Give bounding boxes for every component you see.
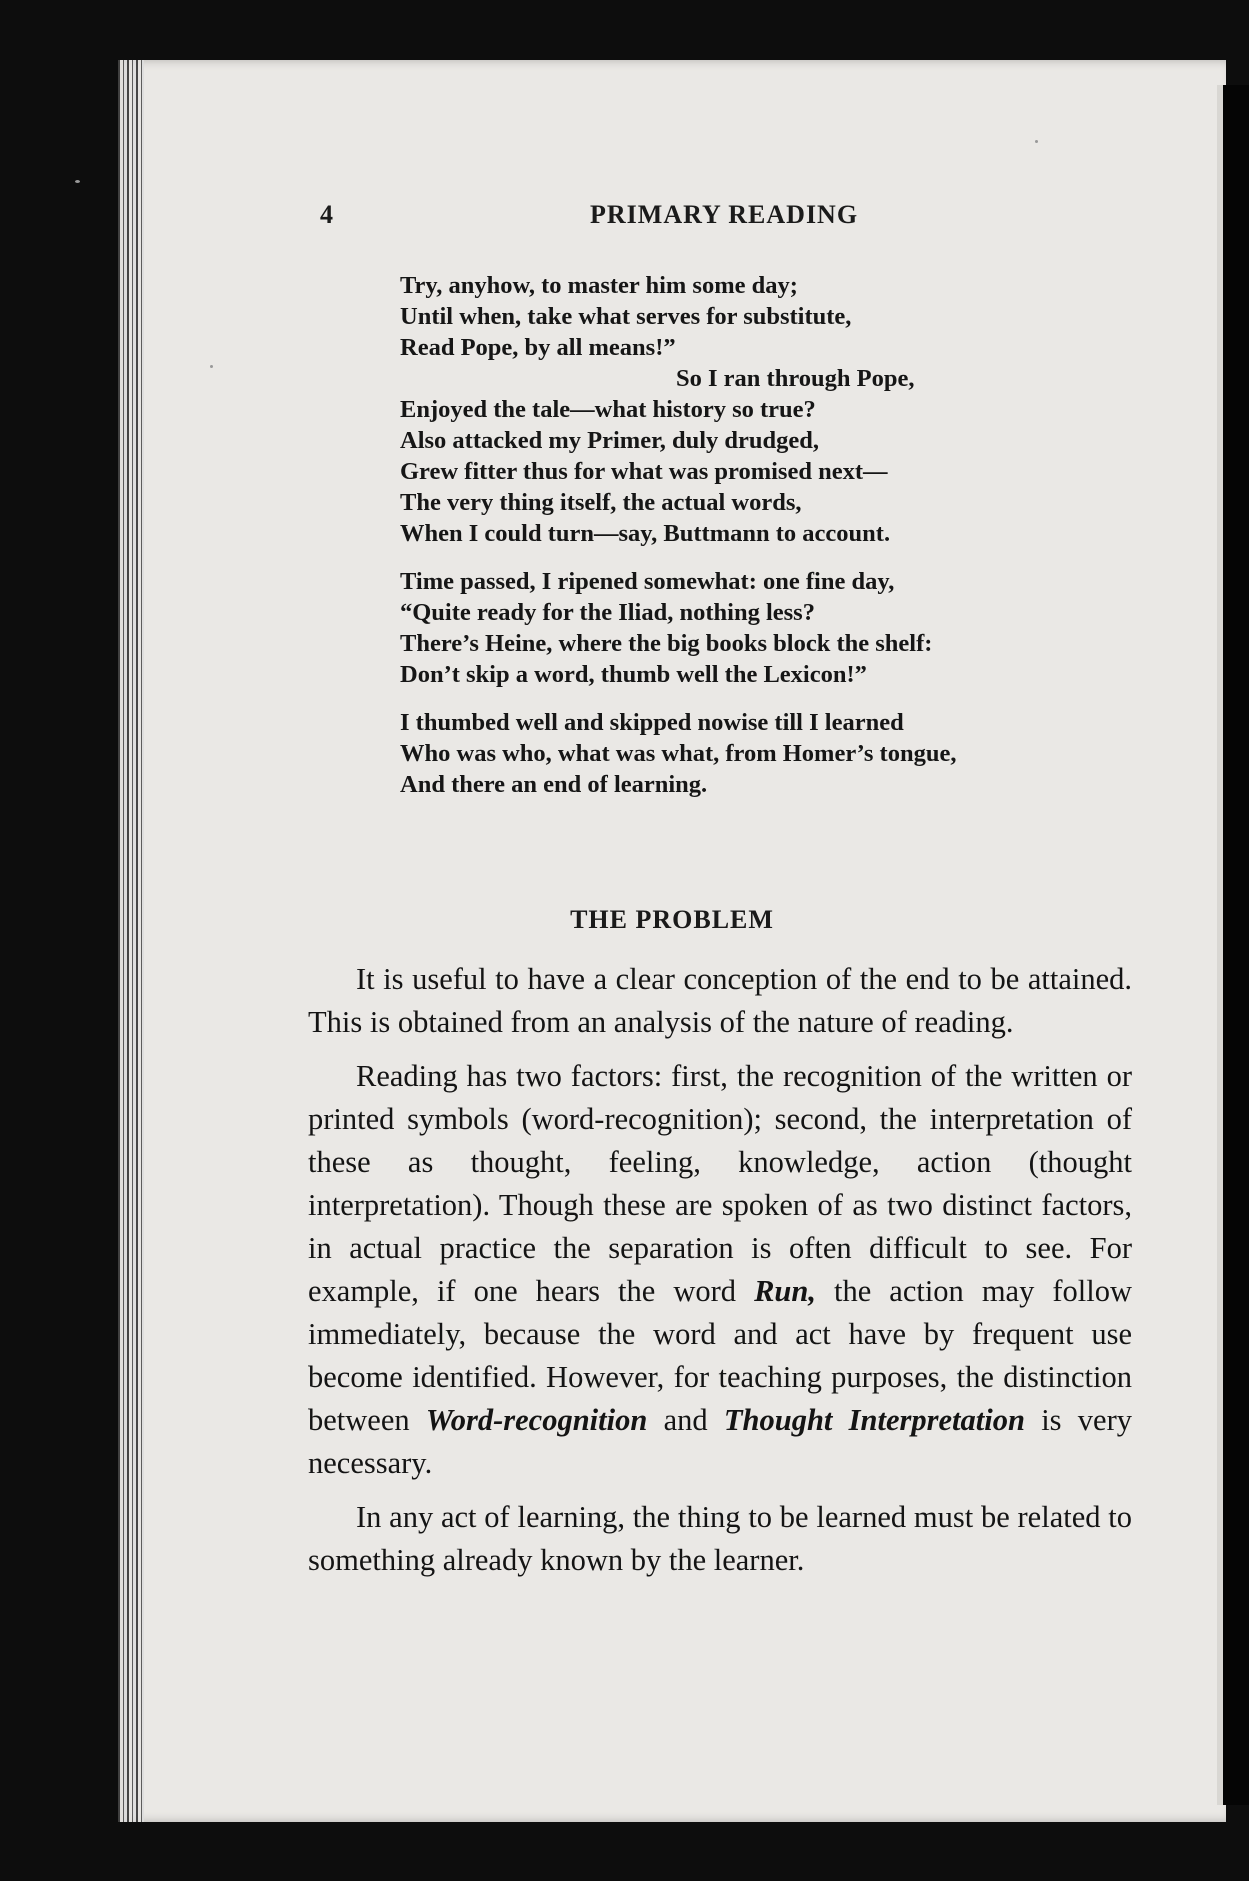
paragraph-text: the action may follow immediately, because the word and act have by frequent use become identified. However, for teaching purposes, the distinction between (308, 1274, 1132, 1437)
poem-line: And there an end of learning. (400, 771, 708, 798)
scan-speck (75, 180, 80, 183)
poem-line: Who was who, what was what, from Homer’s tongue, (400, 740, 957, 767)
poem-stanza (400, 270, 1120, 549)
paragraph-text: and (647, 1403, 724, 1437)
poem-line: So I ran through Pope, (676, 365, 915, 392)
page-number: 4 (320, 200, 334, 229)
poem-line: “Quite ready for the Iliad, nothing less? (400, 599, 815, 626)
emphasis-thought-interpretation: Thought Interpretation (723, 1403, 1025, 1437)
poem-line: Until when, take what serves for substitute, (400, 303, 852, 330)
page-header (320, 200, 1200, 240)
paragraph-text: Reading has two factors: first, the recognition of the written or printed symbols (word-recognition); second, the interpretation of these as thought, feeling, knowledge, action (thought interpretation). Though these are spoken of as two distinct factors, in actual practice the separation is often difficult to see. For example, if one hears the word (308, 1059, 1132, 1308)
page-binding-edge (118, 60, 144, 1822)
paragraph: It is useful to have a clear conception of the end to be attained. This is obtained from an analysis of the nature of reading. (308, 962, 1132, 1039)
paragraph: In any act of learning, the thing to be learned must be related to something already known by the learner. (308, 1500, 1132, 1577)
poem-stanza (400, 707, 1120, 800)
poem-line: Enjoyed the tale—what history so true? (400, 396, 816, 423)
paragraph (308, 1055, 1132, 1485)
poem-line: Read Pope, by all means!” (400, 334, 676, 361)
poem-line: I thumbed well and skipped nowise till I learned (400, 709, 904, 736)
section-heading: THE PROBLEM (570, 905, 774, 934)
scan-speck (210, 365, 213, 368)
emphasis-word-recognition: Word-recognition (425, 1403, 648, 1437)
emphasis-run: Run, (754, 1274, 816, 1308)
body-text (308, 958, 1132, 1593)
poem-line: Also attacked my Primer, duly drudged, (400, 427, 820, 454)
poem-line: There’s Heine, where the big books block the shelf: (400, 630, 933, 657)
paragraph-text: is very necessary. (308, 1403, 1132, 1480)
scan-border (1223, 85, 1249, 1805)
poem-line: Grew fitter thus for what was promised next— (400, 458, 888, 485)
poem-quotation (400, 270, 1120, 817)
scan-speck (1035, 140, 1038, 143)
running-head: PRIMARY READING (590, 200, 859, 229)
poem-line: Try, anyhow, to master him some day; (400, 272, 798, 299)
poem-line: Don’t skip a word, thumb well the Lexicon!” (400, 661, 867, 688)
poem-stanza (400, 566, 1120, 690)
poem-line: The very thing itself, the actual words, (400, 489, 802, 516)
poem-line: Time passed, I ripened somewhat: one fine day, (400, 568, 895, 595)
poem-line: When I could turn—say, Buttmann to account. (400, 520, 891, 547)
